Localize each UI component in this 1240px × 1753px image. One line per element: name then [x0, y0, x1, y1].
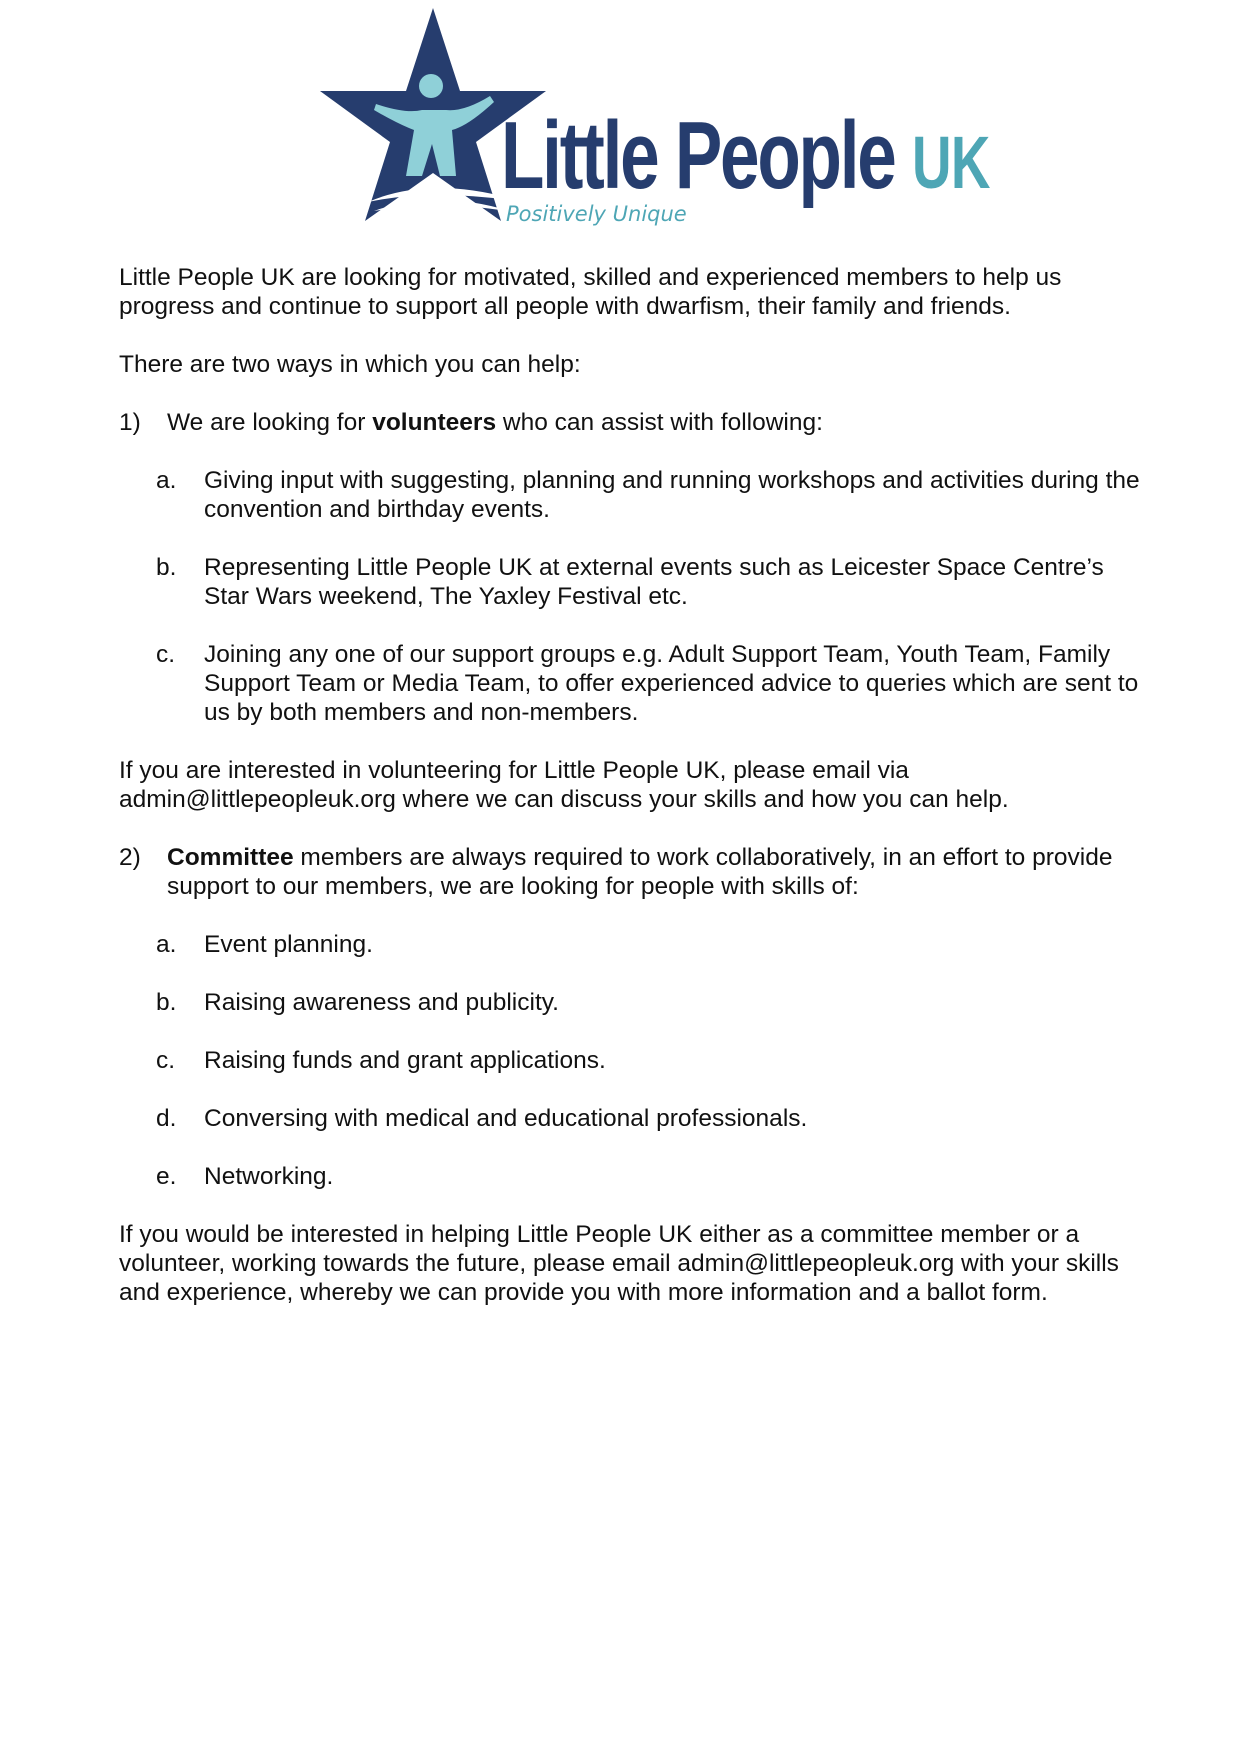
text-run: We are looking for — [167, 409, 373, 436]
list-item — [156, 1046, 1149, 1075]
volunteer-contact-paragraph: If you are interested in volunteering for Little People UK, please email via admin@littlepeopleuk.org where we can discuss your skills and how you can help. — [119, 757, 1009, 813]
section-committee-text — [167, 844, 1112, 900]
committee-skills-list — [156, 930, 1149, 1191]
list-item — [156, 930, 1149, 959]
logo-name: Little People — [501, 102, 895, 209]
list-item — [156, 1104, 1149, 1133]
logo — [318, 6, 990, 234]
committee-contact-paragraph: If you would be interested in helping Little People UK either as a committee member or a volunteer, working towards the future, please email admin@littlepeopleuk.org with your skills and experience, whereby we can provide you with more information and a ballot form. — [119, 1221, 1119, 1306]
list-item-text: Raising funds and grant applications. — [204, 1047, 606, 1074]
section-volunteers — [119, 408, 1149, 437]
list-marker: 1) — [119, 409, 141, 436]
list-item-text: Event planning. — [204, 931, 373, 958]
section-committee — [119, 843, 1149, 901]
logo-tagline: Positively Unique — [506, 202, 687, 226]
list-item — [156, 1162, 1149, 1191]
list-item-text: Representing Little People UK at external events such as Leicester Space Centre’s Star Wars weekend, The Yaxley Festival etc. — [204, 554, 1104, 610]
list-marker: d. — [156, 1105, 177, 1132]
list-item — [156, 553, 1149, 611]
bold-keyword: Committee — [167, 844, 294, 871]
list-marker: b. — [156, 554, 177, 581]
list-item-text: Giving input with suggesting, planning and running workshops and activities during the convention and birthday events. — [204, 467, 1140, 523]
list-marker: a. — [156, 931, 177, 958]
list-marker: c. — [156, 1047, 176, 1074]
section-volunteers-text — [167, 409, 823, 436]
list-marker: b. — [156, 989, 177, 1016]
text-run: who can assist with following: — [496, 409, 823, 436]
intro-paragraph: Little People UK are looking for motivated, skilled and experienced members to help us progress and continue to support all people with dwarfism, their family and friends. — [119, 264, 1062, 320]
list-item — [156, 988, 1149, 1017]
list-marker: 2) — [119, 844, 141, 871]
list-item — [156, 640, 1149, 727]
list-marker: c. — [156, 641, 176, 668]
list-item-text: Joining any one of our support groups e.g. Adult Support Team, Youth Team, Family Support Team or Media Team, to offer experienced advice to queries which are sent to us by both members and non-members. — [204, 641, 1139, 726]
logo-wordmark — [501, 102, 990, 211]
ways-paragraph: There are two ways in which you can help: — [119, 351, 581, 378]
list-marker: a. — [156, 467, 177, 494]
volunteer-tasks-list — [156, 466, 1149, 727]
list-item — [156, 466, 1149, 524]
list-item-text: Raising awareness and publicity. — [204, 989, 559, 1016]
bold-keyword: volunteers — [372, 409, 497, 436]
logo-uk: UK — [912, 121, 990, 204]
document-body — [119, 263, 1149, 1336]
list-item-text: Conversing with medical and educational professionals. — [204, 1105, 808, 1132]
text-run: members are always required to work collaboratively, in an effort to provide support to our members, we are looking for people with skills of: — [167, 844, 1113, 900]
list-item-text: Networking. — [204, 1163, 334, 1190]
list-marker: e. — [156, 1163, 177, 1190]
